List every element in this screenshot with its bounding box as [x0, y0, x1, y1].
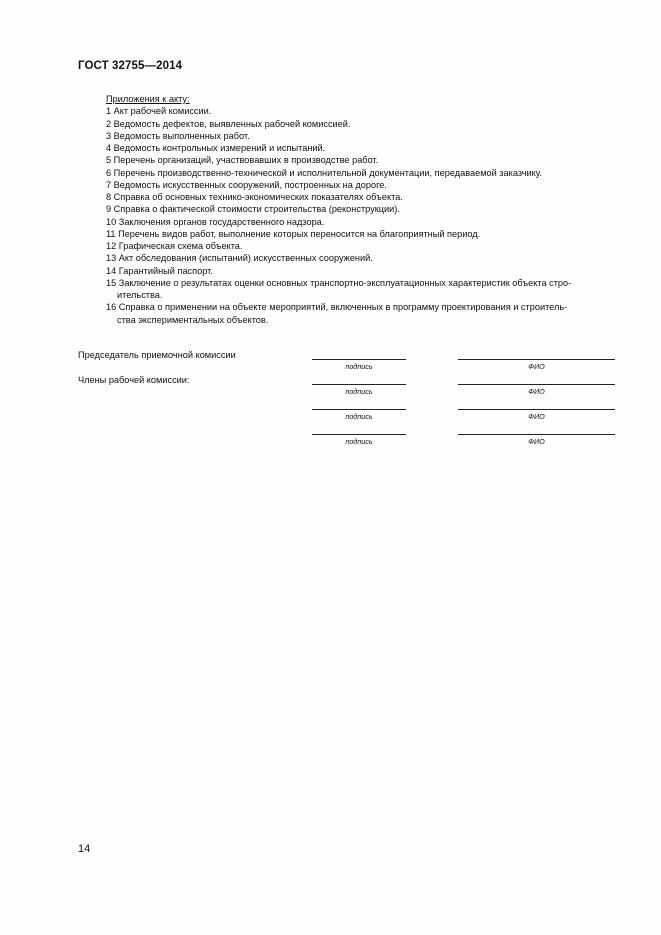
name-caption: ФИО [528, 362, 545, 371]
signature-row-member-2 [0, 409, 661, 429]
signature-row-member-3 [0, 434, 661, 454]
appendix-item-16-line2: ства экспериментальных объектов. [117, 314, 269, 325]
chair-label: Председатель приемочной комиссии [78, 350, 236, 360]
appendix-item: 8 Справка об основных технико-экономических показателях объекта. [106, 192, 403, 202]
page-number: 14 [78, 843, 91, 855]
appendix-item: 4 Ведомость контрольных измерений и испытаний. [106, 143, 326, 153]
appendix-item: 9 Справка о фактической стоимости строительства (реконструкции). [106, 204, 400, 215]
appendix-item: 12 Графическая схема объекта. [106, 241, 243, 251]
name-caption: ФИО [528, 387, 545, 396]
appendix-item-15-line2: ительства. [117, 290, 163, 300]
appendix-section [106, 93, 626, 326]
signature-caption: подпись [345, 387, 373, 396]
members-label: Члены рабочей комиссии: [78, 375, 190, 385]
document-header: ГОСТ 32755—2014 [78, 60, 183, 72]
signature-caption: подпись [345, 362, 373, 371]
signature-line [312, 409, 406, 410]
name-line [458, 359, 615, 360]
appendix-item-16-line1: 16 Справка о применении на объекте мероприятий, включенных в программу проектирования и строитель- [106, 302, 568, 313]
appendix-item: 11 Перечень видов работ, выполнение которых переносится на благоприятный период. [106, 228, 481, 239]
appendix-item: 6 Перечень производственно-технической и исполнительной документации, передаваемой заказчику. [106, 167, 543, 178]
signature-row-chair [0, 359, 661, 379]
appendix-item: 3 Ведомость выполненных работ. [106, 130, 250, 141]
appendix-item-15 [106, 277, 626, 302]
appendix-list [106, 105, 626, 326]
signature-line [312, 434, 406, 435]
name-line [458, 434, 615, 435]
appendix-item: 13 Акт обследования (испытаний) искусственных сооружений. [106, 253, 373, 264]
signature-row-member-1 [0, 384, 661, 404]
appendix-item-15-line1: 15 Заключение о результатах оценки основных транспортно-эксплуатационных характеристик объекта стро- [106, 277, 572, 288]
name-caption: ФИО [528, 437, 545, 446]
signature-caption: подпись [345, 412, 373, 421]
name-line [458, 409, 615, 410]
appendix-heading: Приложения к акту: [106, 94, 190, 104]
appendix-item: 10 Заключения органов государственного надзора. [106, 216, 325, 227]
appendix-item: 2 Ведомость дефектов, выявленных рабочей комиссией. [106, 118, 351, 129]
signature-line [312, 359, 406, 360]
appendix-item: 14 Гарантийный паспорт. [106, 265, 213, 276]
appendix-item: 5 Перечень организаций, участвовавших в производстве работ. [106, 155, 379, 166]
signature-line [312, 384, 406, 385]
name-caption: ФИО [528, 412, 545, 421]
signature-caption: подпись [345, 437, 373, 446]
appendix-item: 7 Ведомость искусственных сооружений, построенных на дороге. [106, 179, 387, 190]
appendix-item-16 [106, 301, 626, 326]
name-line [458, 384, 615, 385]
appendix-item: 1 Акт рабочей комиссии. [106, 106, 212, 117]
